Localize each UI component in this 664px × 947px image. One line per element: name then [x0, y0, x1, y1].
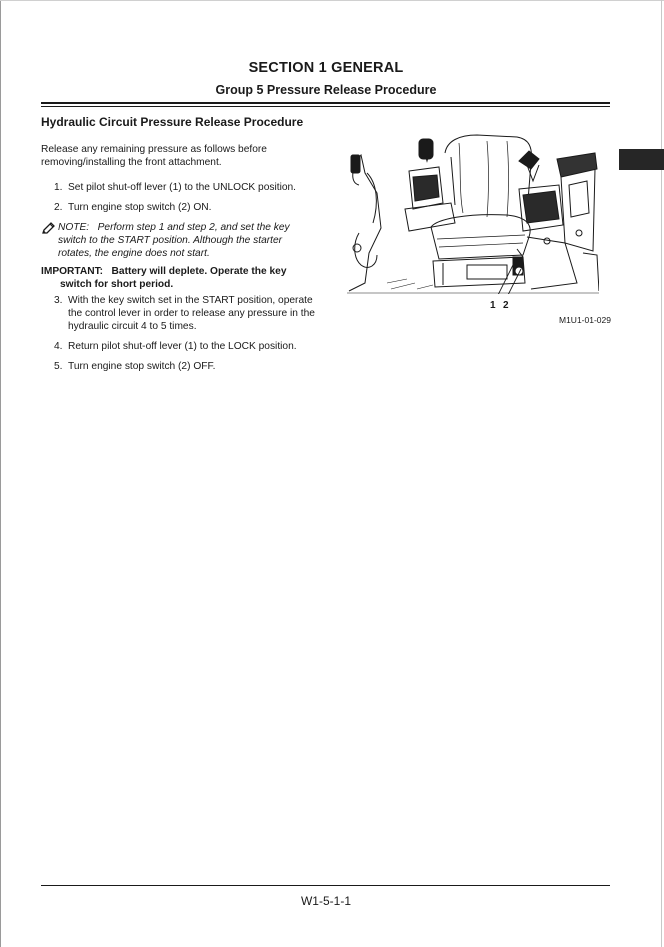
- step-item: [41, 360, 316, 373]
- step-number: 1.: [54, 182, 63, 193]
- figure-code: M1U1-01-029: [559, 315, 611, 325]
- callout-label-2: 2: [503, 300, 509, 311]
- header-rule-thin: [41, 106, 610, 107]
- footer-rule: [41, 885, 610, 886]
- important-notice: IMPORTANT: Battery will deplete. Operate the key switch for short period.: [41, 266, 287, 290]
- section-title: SECTION 1 GENERAL: [248, 60, 404, 76]
- procedure-title: Hydraulic Circuit Pressure Release Procedure: [41, 115, 304, 129]
- group-title: Group 5 Pressure Release Procedure: [215, 83, 437, 97]
- step-number: 3.: [54, 295, 63, 306]
- pencil-icon: [41, 221, 56, 235]
- note-text: NOTE: Perform step 1 and step 2, and set the key switch to the START position. Although the starter rotates, the engine does not start.: [58, 222, 290, 259]
- step-text: Turn engine stop switch (2) ON.: [68, 202, 212, 213]
- procedure-body: [41, 143, 316, 380]
- page-edge-left: [0, 0, 1, 947]
- page-edge-right: [661, 0, 662, 947]
- step-item: [41, 181, 316, 194]
- page-edge-top: [0, 0, 664, 1]
- section-tab-marker: [619, 149, 664, 170]
- note-block: [41, 221, 316, 260]
- header-rule-thick: [41, 102, 610, 104]
- step-text: Return pilot shut-off lever (1) to the LOCK position.: [68, 341, 297, 352]
- step-number: 4.: [54, 341, 63, 352]
- step-item: [41, 340, 316, 353]
- step-number: 5.: [54, 361, 63, 372]
- step-text: With the key switch set in the START position, operate the control lever in order to release any pressure in the hydraulic circuit 4 to 5 times.: [68, 295, 315, 332]
- step-text: Set pilot shut-off lever (1) to the UNLOCK position.: [68, 182, 297, 193]
- step-item: [41, 201, 316, 214]
- callout-label-1: 1: [490, 300, 496, 311]
- operator-seat-illustration: [347, 133, 599, 294]
- step-number: 2.: [54, 202, 63, 213]
- page-number: W1-5-1-1: [300, 894, 351, 908]
- step-item: [41, 294, 316, 333]
- step-text: Turn engine stop switch (2) OFF.: [68, 361, 216, 372]
- intro-paragraph: Release any remaining pressure as follows before removing/installing the front attachment.: [41, 144, 267, 168]
